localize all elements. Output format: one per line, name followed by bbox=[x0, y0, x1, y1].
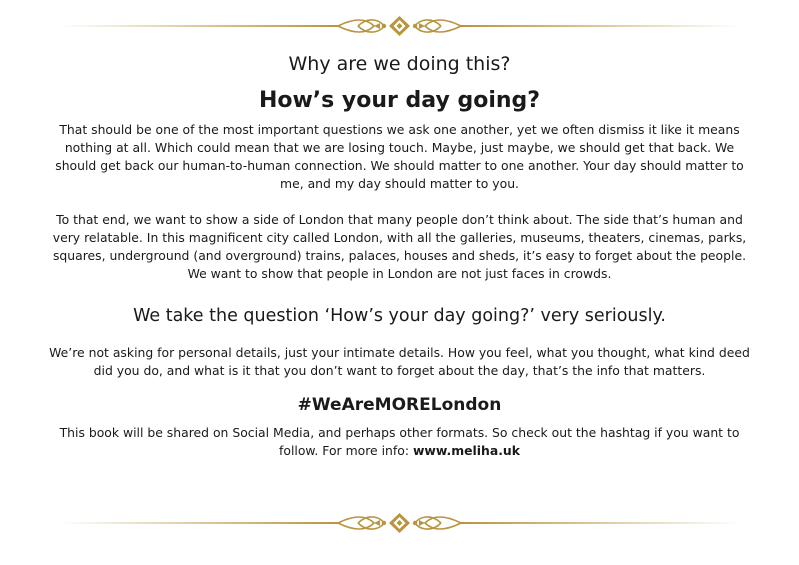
share-text: This book will be shared on Social Media, and perhaps other formats. So check out the hashtag if you want to follow. For more info: bbox=[59, 425, 740, 458]
main-content bbox=[48, 48, 751, 460]
flourish-icon bbox=[58, 511, 741, 535]
quote-statement: We take the question ‘How’s your day going?’ very seriously. bbox=[133, 306, 666, 326]
london-paragraph: To that end, we want to show a side of London that many people don’t think about. The side that’s human and very relatable. In this magnificent city called London, with all the galleries, museums, theaters, cinemas, parks, squares, underground (and overground) trains, palaces, houses and sheds, it’s easy to forget about the people. We want to show that people in London are not just faces in crowds. bbox=[52, 212, 747, 281]
hashtag-heading: #WeAreMORELondon bbox=[297, 395, 502, 415]
page-subtitle: Why are we doing this? bbox=[288, 53, 511, 75]
flourish-icon bbox=[58, 14, 741, 38]
page-title: How’s your day going? bbox=[258, 88, 541, 113]
details-paragraph: We’re not asking for personal details, just your intimate details. How you feel, what you thought, what kind deed did you do, and what is it that you don’t want to forget about the day, that’s the info that matters. bbox=[49, 345, 750, 378]
share-paragraph bbox=[48, 424, 751, 460]
intro-paragraph: That should be one of the most important questions we ask one another, yet we often dismiss it like it means nothing at all. Which could mean that we are losing touch. Maybe, just maybe, we should get that back. We should get back our human-to-human connection. We should matter to one another. Your day should matter to me, and my day should matter to you. bbox=[55, 122, 744, 191]
gold-flourish-divider-bottom bbox=[58, 511, 741, 535]
gold-flourish-divider-top bbox=[58, 14, 741, 38]
website-link[interactable]: www.meliha.uk bbox=[412, 443, 520, 458]
